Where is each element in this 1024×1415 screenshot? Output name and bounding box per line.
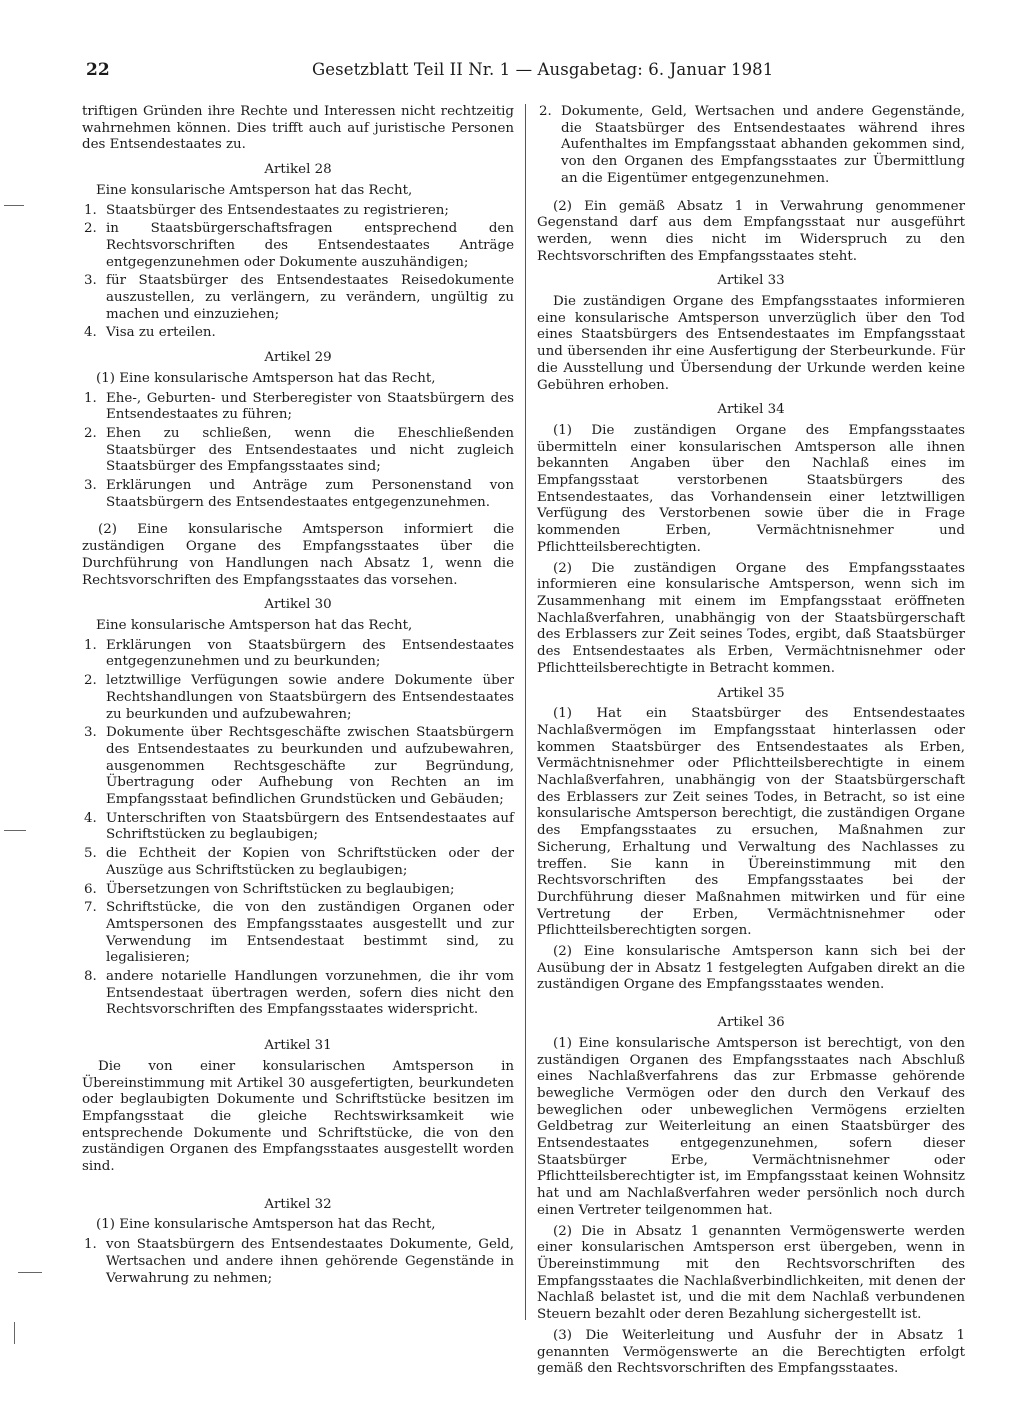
article-31-heading: Artikel 31 (264, 1038, 332, 1054)
left-column (82, 104, 514, 1289)
item-text: Staatsbürger des Entsendestaates zu registrieren; (106, 202, 449, 218)
item-number: 1. (84, 390, 97, 406)
article-33-heading: Artikel 33 (717, 273, 785, 289)
right-column (537, 104, 965, 1382)
margin-mark (4, 205, 24, 206)
article-35-heading: Artikel 35 (717, 685, 785, 701)
item-text: Unterschriften von Staatsbürgern des Entsendestaates auf Schriftstücken zu beglaubigen; (106, 810, 514, 843)
article-29-heading: Artikel 29 (264, 350, 332, 366)
list-item (82, 882, 514, 899)
item-text: Schriftstücke, die von den zuständigen Organen oder Amtspersonen des Empfangsstaates ausgestellt und zur Verwendung im Entsendestaat bestimmt sind, zu legalisieren; (106, 900, 514, 966)
article-35-paragraph-2: (2) Eine konsularische Amtsperson kann sich bei der Ausübung der in Absatz 1 festgelegten Aufgaben direkt an die zuständigen Organe des Empfangsstaates wenden. (537, 944, 965, 993)
item-text: Erklärungen und Anträge zum Personenstand von Staatsbürgern des Entsendestaates entgegenzunehmen. (106, 478, 514, 510)
list-item (537, 104, 965, 188)
list-item (82, 846, 514, 879)
article-36-paragraph-2: (2) Die in Absatz 1 genannten Vermögenswerte werden einer konsularischen Amtsperson erst übergeben, wenn in Übereinstimmung mit den Rechtsvorschriften des Empfangsstaates die Nachlaßverbindlichkeiten, mit denen der Nachlaß belastet ist, und die mit dem Nachlaß verbundenen Steuern bezahlt oder deren Bezahlung sichergestellt ist. (537, 1223, 965, 1323)
item-text: letztwillige Verfügungen sowie andere Dokumente über Rechtshandlungen von Staatsbürgern des Entsendestaates zu beurkunden und aufzubewahren; (106, 673, 514, 722)
column-divider (525, 104, 526, 1320)
spacer (82, 1021, 514, 1030)
item-number: 1. (84, 637, 97, 653)
article-35-paragraph-1: (1) Hat ein Staatsbürger des Entsendestaates Nachlaßvermögen im Empfangsstaat hinterlassen oder kommen Staatsbürger des Entsendestaates als Erben, Vermächtnisnehmer oder Pflichtteilsberechtigte in einem Nachlaßverfahren, unabhängig von der Staatsbürgerschaft des Erblassers zur Zeit seines Todes, in Betracht, so ist eine konsularische Amtsperson berechtigt, die zuständigen Organe des Empfangsstaates zu ersuchen, Maßnahmen zur Sicherung, Erhaltung und Verwaltung des Nachlasses zu treffen. Sie kann in Übereinstimmung mit den Rechtsvorschriften des Empfangsstaates bei der Durchführung dieser Maßnahmen mitwirken und für eine Vertretung der Erben, Vermächtnisnehmer oder Pflichtteilsberechtigten sorgen. (537, 706, 965, 939)
margin-mark (4, 830, 26, 831)
item-number: 2. (84, 221, 97, 237)
publication-header: Gesetzblatt Teil II Nr. 1 — Ausgabetag: 6. Januar 1981 (312, 60, 774, 79)
article-34-paragraph-1: (1) Die zuständigen Organe des Empfangsstaates übermitteln einer konsularischen Amtsperson alle ihnen bekannten Angaben über den Nachlaß eines im Empfangsstaat verstorbenen Staatsbürgers des Entsendestaates, das Vorhandensein einer letztwilligen Verfügung des Verstorbenen sowie über die in Frage kommenden Erben, Vermächtnisnehmer und Pflichtteilsberechtigten. (537, 422, 965, 555)
item-text: Visa zu erteilen. (106, 325, 216, 341)
item-number: 2. (539, 104, 552, 119)
list-item (82, 1237, 514, 1287)
item-number: 2. (84, 425, 97, 441)
article-33-paragraph: Die zuständigen Organe des Empfangsstaates informieren eine konsularische Amtsperson unverzüglich über den Tod eines Staatsbürgers des Entsendestaates im Empfangsstaat und übersenden ihr eine Ausfertigung der Sterbeurkunde. Für die Ausstellung und Übersendung der Urkunde werden keine Gebühren erhoben. (537, 294, 965, 393)
article-34-heading: Artikel 34 (717, 402, 785, 418)
article-32-heading: Artikel 32 (264, 1196, 332, 1212)
list-item (82, 203, 514, 220)
article-36-heading: Artikel 36 (717, 1015, 785, 1031)
article-31-paragraph: Die von einer konsularischen Amtsperson in Übereinstimmung mit Artikel 30 ausgefertigten, beurkundeten oder beglaubigten Dokumente und Schriftstücke besitzen im Empfangsstaat die gleiche Rechtswirksamkeit wie entsprechende Dokumente und Schriftstücke, die von den zuständigen Organen des Empfangsstaates ausgestellt worden sind. (82, 1058, 514, 1175)
article-36-paragraph-1: (1) Eine konsularische Amtsperson ist berechtigt, von den zuständigen Organen des Empfangsstaates nach Abschluß eines Nachlaßverfahrens das zur Erbmasse gehörende bewegliche Vermögen oder den durch den Verkauf des beweglichen oder unbeweglichen Vermögens erzielten Geldbetrag zur Weiterleitung an einen Staatsbürger des Entsendestaates entgegenzunehmen, sofern dieser Staatsbürger Erbe, Vermächtnisnehmer oder Pflichtteilsberechtigter ist, im Empfangsstaat keinen Wohnsitz hat und am Nachlaßverfahren weder persönlich noch durch einen Vertreter teilgenommen hat. (537, 1035, 965, 1218)
list-item (82, 273, 514, 323)
list-item (82, 900, 514, 967)
list-item (82, 478, 514, 511)
list-item (82, 325, 514, 342)
item-text: andere notarielle Handlungen vorzunehmen, die ihr vom Entsendestaat übertragen werden, sofern dies nicht den Rechtsvorschriften des Empfangsstaates widerspricht. (106, 969, 514, 1018)
article-30-lead: Eine konsularische Amtsperson hat das Recht, (96, 617, 413, 633)
item-number: 3. (84, 273, 97, 289)
margin-mark (14, 1322, 15, 1344)
list-item (82, 638, 514, 671)
article-28-heading: Artikel 28 (264, 162, 332, 178)
item-text: in Staatsbürgerschaftsfragen entsprechend den Rechtsvorschriften des Entsendestaates Anträge entgegenzunehmen oder Dokumente auszuhändigen; (106, 221, 514, 270)
item-text: für Staatsbürger des Entsendestaates Reisedokumente auszustellen, zu verlängern, zu verändern, ungültig zu machen und einzuziehen; (106, 273, 514, 322)
spacer (537, 190, 965, 199)
continued-paragraph: triftigen Gründen ihre Rechte und Interessen nicht rechtzeitig wahrnehmen können. Dies trifft auch auf juristische Personen des Entsendestaates zu. (82, 104, 514, 153)
article-32-paragraph-2: (2) Ein gemäß Absatz 1 in Verwahrung genommener Gegenstand darf aus dem Empfangsstaat nur ausgeführt werden, wenn dies nicht im Widerspruch zu den Rechtsvorschriften des Empfangsstaates steht. (537, 198, 965, 264)
item-text: Übersetzungen von Schriftstücken zu beglaubigen; (106, 881, 455, 897)
item-number: 2. (84, 673, 97, 689)
item-number: 3. (84, 478, 97, 494)
article-28-lead: Eine konsularische Amtsperson hat das Recht, (96, 182, 413, 198)
item-text: Erklärungen von Staatsbürgern des Entsendestaates entgegenzunehmen und zu beurkunden; (106, 637, 514, 670)
item-number: 4. (84, 325, 97, 341)
page-number: 22 (86, 60, 110, 80)
article-30-heading: Artikel 30 (264, 597, 332, 613)
item-number: 7. (84, 900, 97, 916)
item-number: 4. (84, 810, 97, 826)
list-item (82, 221, 514, 271)
page-header (86, 60, 944, 84)
list-item (82, 391, 514, 424)
item-text: Ehen zu schließen, wenn die Eheschließenden Staatsbürger des Entsendestaates und nicht zugleich Staatsbürger des Empfangsstaates sind; (106, 425, 514, 475)
list-item (82, 426, 514, 476)
article-36-paragraph-3: (3) Die Weiterleitung und Ausfuhr der in Absatz 1 genannten Vermögenswerte an die Berechtigten erfolgt gemäß den Rechtsvorschriften des Empfangsstaates. (537, 1327, 965, 1377)
spacer (537, 998, 965, 1007)
item-text: von Staatsbürgern des Entsendestaates Dokumente, Geld, Wertsachen und andere ihnen gehörende Gegenstände in Verwahrung zu nehmen; (106, 1237, 514, 1286)
article-29-paragraph-2: (2) Eine konsularische Amtsperson informiert die zuständigen Organe des Empfangsstaates über die Durchführung von Handlungen nach Absatz 1, wenn die Rechtsvorschriften des Empfangsstaates das vorsehen. (82, 522, 514, 588)
item-number: 5. (84, 846, 97, 862)
article-34-paragraph-2: (2) Die zuständigen Organe des Empfangsstaates informieren eine konsularische Amtsperson, wenn sich im Zusammenhang mit einem im Empfangsstaat eröffneten Nachlaßverfahren, unabhängig von der Staatsbürgerschaft des Erblassers zur Zeit seines Todes, ergibt, daß Staatsbürger des Entsendestaates als Erben, Vermächtnisnehmer oder Pflichtteilsberechtigte in Betracht kommen. (537, 560, 965, 676)
list-item (82, 969, 514, 1019)
item-number: 3. (84, 725, 97, 741)
item-text: die Echtheit der Kopien von Schriftstücken oder der Auszüge aus Schriftstücken zu beglaubigen; (106, 846, 514, 878)
margin-mark (18, 1272, 42, 1273)
item-text: Dokumente, Geld, Wertsachen und andere Gegenstände, die Staatsbürger des Entsendestaates während ihres Aufenthaltes im Empfangsstaat abhanden gekommen sind, von den Organen des Empfangsstaates zur Übermittlung an die Eigentümer entgegenzunehmen. (561, 104, 965, 186)
item-number: 1. (84, 202, 97, 218)
article-29-lead: (1) Eine konsularische Amtsperson hat das Recht, (96, 370, 436, 386)
list-item (82, 673, 514, 723)
spacer (82, 513, 514, 522)
list-item (82, 811, 514, 844)
item-number: 8. (84, 969, 97, 985)
item-text: Dokumente über Rechtsgeschäfte zwischen Staatsbürgern des Entsendestaates zu beurkunden und aufzubewahren, ausgenommen Rechtsgeschäfte zur Begründung, Übertragung oder Aufhebung von Rechten an im Empfangsstaat befindlichen Grundstücken und Gebäuden; (106, 725, 514, 808)
item-text: Ehe-, Geburten- und Sterberegister von Staatsbürgern des Entsendestaates zu führen; (106, 390, 514, 423)
spacer (82, 1180, 514, 1189)
item-number: 1. (84, 1237, 97, 1253)
article-32-lead: (1) Eine konsularische Amtsperson hat das Recht, (96, 1217, 436, 1233)
item-number: 6. (84, 881, 97, 897)
list-item (82, 725, 514, 809)
